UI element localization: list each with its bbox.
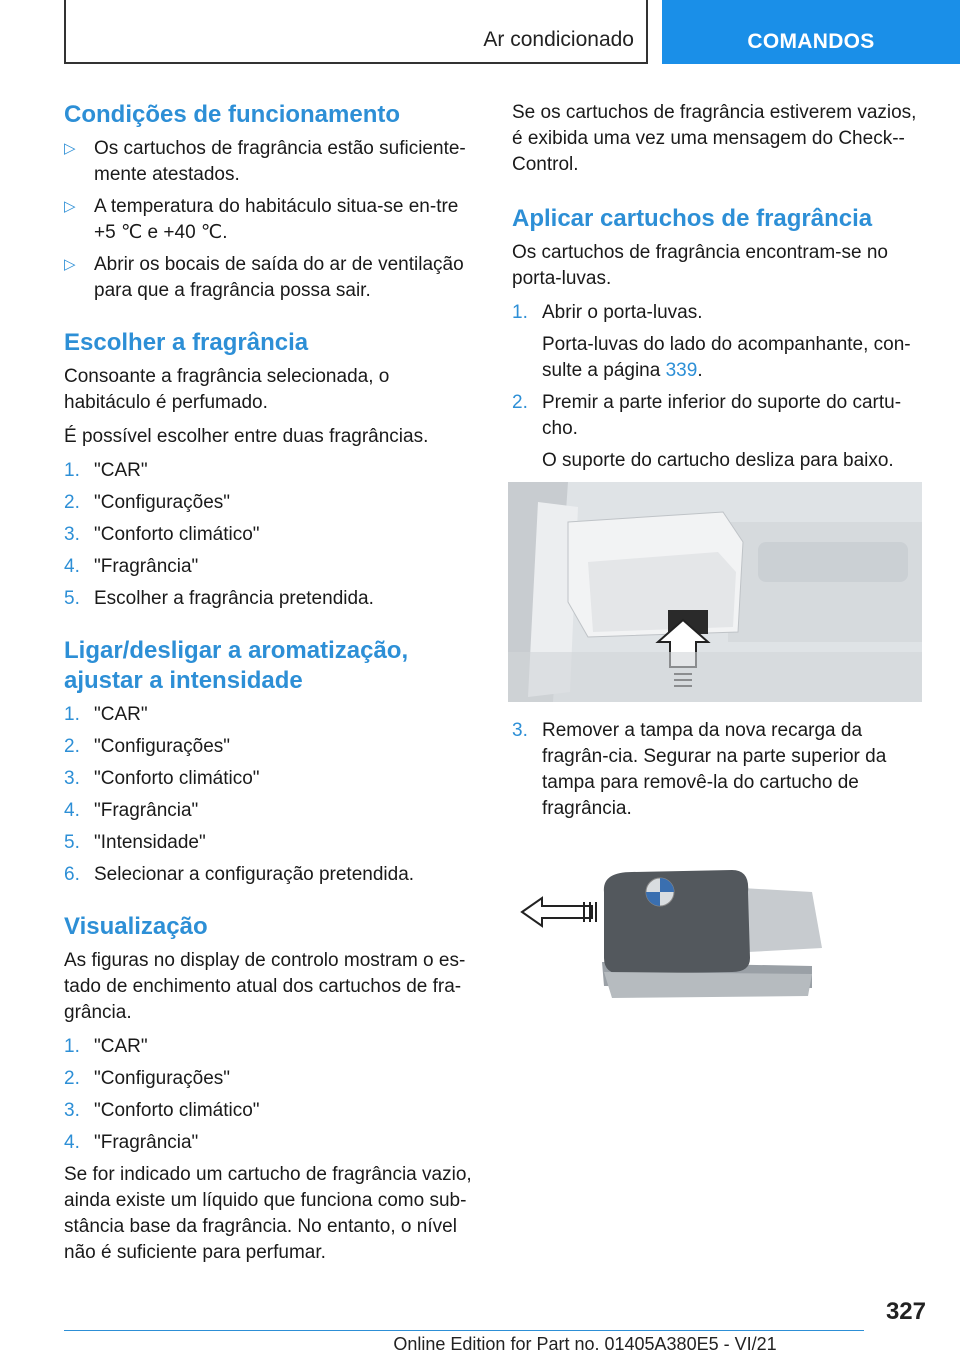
- glovebox-cartridge-photo: [508, 482, 922, 702]
- step-detail: O suporte do cartucho desliza para baixo.: [542, 450, 894, 471]
- header-section-tab: [64, 0, 648, 64]
- triangle-bullet-icon: ▷: [64, 140, 76, 157]
- footer-edition: Online Edition for Part no. 01405A380E5 - VI/21: [393, 1334, 777, 1354]
- conditions-list: [64, 136, 480, 304]
- list-item: 2. "Configurações": [64, 492, 231, 513]
- list-item: 1. "CAR": [64, 1036, 148, 1057]
- triangle-bullet-icon: ▷: [64, 256, 76, 273]
- choose-steps: [64, 458, 480, 612]
- footer-divider: [64, 1330, 864, 1331]
- left-column: [64, 100, 480, 1274]
- list-item: ▷ Abrir os bocais de saída do ar de ventilação para que a fragrância possa sair.: [64, 254, 464, 301]
- header-section-title: Ar condicionado: [483, 28, 634, 51]
- apply-steps: [512, 300, 928, 474]
- glovebox-illustration: [508, 482, 922, 702]
- right-column: [512, 100, 928, 1062]
- list-item: 5. Escolher a fragrância pretendida.: [64, 588, 374, 609]
- paragraph: As figuras no display de controlo mostram o es-tado de enchimento atual dos cartuchos de fra-grância.: [64, 950, 466, 1023]
- list-item: 3. "Conforto climático": [64, 524, 260, 545]
- section-title-apply: Aplicar cartuchos de fragrância: [512, 205, 873, 232]
- list-item: ▷ Os cartuchos de fragrância estão suficiente-mente atestados.: [64, 138, 466, 185]
- list-item: 4. "Fragrância": [64, 1132, 199, 1153]
- paragraph: É possível escolher entre duas fragrâncias.: [64, 426, 429, 447]
- apply-steps-continued: [512, 718, 928, 822]
- list-item: 2. Premir a parte inferior do suporte do cartu-cho. O suporte do cartucho desliza para baixo.: [512, 390, 928, 474]
- fragrance-cartridge-photo: [512, 862, 928, 1062]
- page-number: 327: [885, 1298, 926, 1325]
- list-item: 6. Selecionar a configuração pretendida.: [64, 864, 415, 885]
- list-item: 4. "Fragrância": [64, 556, 199, 577]
- list-item: 3. "Conforto climático": [64, 768, 260, 789]
- list-item: ▷ A temperatura do habitáculo situa-se en-tre +5 ℃ e +40 ℃.: [64, 196, 459, 243]
- section-title-display: Visualização: [64, 913, 208, 940]
- cartridge-illustration: [512, 862, 928, 1062]
- list-item: 2. "Configurações": [64, 736, 231, 757]
- list-item: 1. Abrir o porta-luvas. Porta-luvas do lado do acompanhante, con-sulte a página 339.: [512, 300, 928, 384]
- paragraph: Consoante a fragrância selecionada, o habitáculo é perfumado.: [64, 366, 390, 413]
- list-item: 1. "CAR": [64, 704, 148, 725]
- step-detail: Porta-luvas do lado do acompanhante, con-sulte a página 339.: [542, 334, 911, 381]
- header-chapter-tab: [662, 0, 960, 64]
- paragraph: Os cartuchos de fragrância encontram-se no porta-luvas.: [512, 242, 888, 289]
- header-chapter-title: COMANDOS: [747, 30, 875, 53]
- list-item: 1. "CAR": [64, 460, 148, 481]
- paragraph: Se for indicado um cartucho de fragrância vazio, ainda existe um líquido que funciona como sub-stância base da fragrância. No entanto, o nível não é suficiente para perfumar.: [64, 1164, 472, 1263]
- list-item: 2. "Configurações": [64, 1068, 231, 1089]
- section-title-conditions: Condições de funcionamento: [64, 101, 401, 128]
- list-item: 4. "Fragrância": [64, 800, 199, 821]
- toggle-steps: [64, 702, 480, 888]
- list-item: 3. Remover a tampa da nova recarga da fragrân-cia. Segurar na parte superior da tampa para removê-la do cartucho de fragrância.: [512, 720, 887, 819]
- list-item: 3. "Conforto climático": [64, 1100, 260, 1121]
- paragraph: Se os cartuchos de fragrância estiverem vazios, é exibida uma vez uma mensagem do Check--Control.: [512, 102, 917, 175]
- list-item: 5. "Intensidade": [64, 832, 206, 853]
- section-title-choose: Escolher a fragrância: [64, 329, 309, 356]
- section-title-toggle: Ligar/desligar a aromatização, ajustar a intensidade: [64, 637, 409, 694]
- display-steps: [64, 1034, 480, 1156]
- page-link[interactable]: 339: [665, 360, 698, 381]
- triangle-bullet-icon: ▷: [64, 198, 76, 215]
